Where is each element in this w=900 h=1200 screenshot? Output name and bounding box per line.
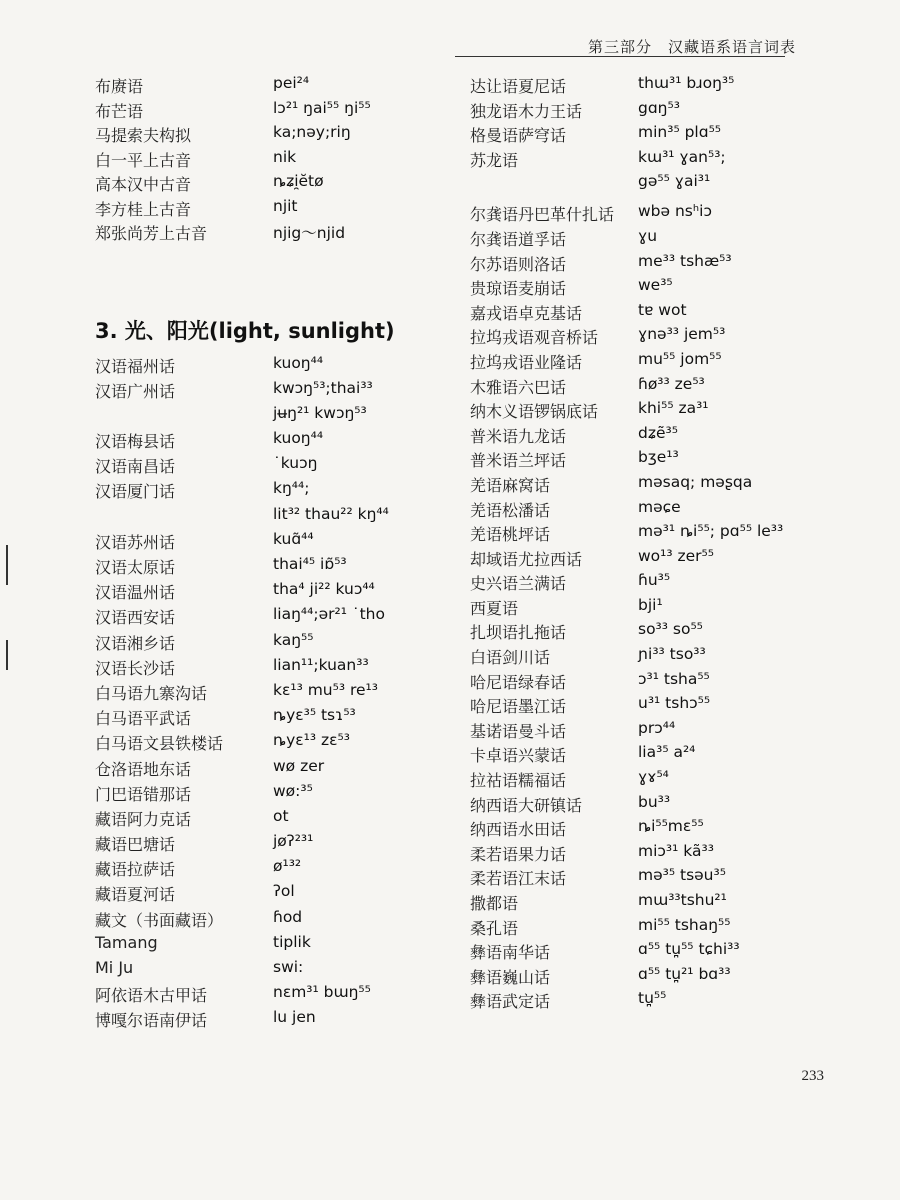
entry-row <box>470 202 830 227</box>
language-name: 汉语广州话 <box>95 381 176 401</box>
word-form: u³¹ tshɔ⁵⁵ <box>638 694 711 713</box>
language-name: 拉坞戎语业隆话 <box>470 352 583 372</box>
language-name: 哈尼语墨江话 <box>470 697 567 717</box>
language-name: 哈尼语绿春话 <box>470 672 567 692</box>
entry-row <box>95 656 435 681</box>
word-form: mu⁵⁵ jom⁵⁵ <box>638 349 722 368</box>
word-form: kuɑ̃⁴⁴ <box>273 529 314 548</box>
language-name: 彝语南华话 <box>470 943 551 963</box>
word-form: gɑŋ⁵³ <box>638 98 680 117</box>
entry-row <box>470 842 830 867</box>
margin-mark <box>6 545 8 585</box>
entry-row <box>95 429 435 454</box>
entry-row <box>470 276 830 301</box>
word-form: khi⁵⁵ za³¹ <box>638 399 709 418</box>
language-name: 白马语文县铁楼话 <box>95 734 224 754</box>
language-name: 独龙语木力王话 <box>470 101 583 121</box>
language-name: 藏语巴塘话 <box>95 835 176 855</box>
entry-row <box>95 631 435 656</box>
entry-row <box>470 498 830 523</box>
entry-row <box>470 694 830 719</box>
word-form: jøʔ²³¹ <box>273 832 314 851</box>
language-name: 白马语平武话 <box>95 709 192 729</box>
word-form: nik <box>273 147 297 166</box>
entry-row <box>95 454 435 479</box>
language-name: 马提索夫构拟 <box>95 126 192 145</box>
language-name: 羌语松潘话 <box>470 500 551 520</box>
entry-row <box>470 325 830 350</box>
entry-row <box>470 301 830 326</box>
word-form: mi⁵⁵ tshaŋ⁵⁵ <box>638 915 731 934</box>
language-name: 纳西语水田话 <box>470 820 567 840</box>
language-name: 汉语南昌话 <box>95 457 176 477</box>
word-form: kuoŋ⁴⁴ <box>273 429 324 448</box>
language-name: 仓洛语地东话 <box>95 759 192 779</box>
entry-row <box>470 448 830 473</box>
word-form: ʔol <box>273 882 295 901</box>
word-form: kɯ³¹ ɣan⁵³; <box>638 147 726 166</box>
entry-row <box>470 547 830 572</box>
entry-row <box>95 983 435 1008</box>
word-form: miɔ³¹ kã³³ <box>638 841 714 860</box>
language-name: 郑张尚芳上古音 <box>95 224 208 243</box>
entry-row <box>470 172 830 202</box>
word-form: njit <box>273 196 298 215</box>
word-form: min³⁵ plɑ⁵⁵ <box>638 123 721 142</box>
entry-row <box>470 891 830 916</box>
word-form: ɦø³³ ze⁵³ <box>638 374 705 393</box>
language-name: 汉语西安话 <box>95 608 176 628</box>
word-form: lu jen <box>273 1008 316 1027</box>
language-name: 白一平上古音 <box>95 150 192 170</box>
word-form: ɑ⁵⁵ tu̪²¹ bɑ³³ <box>638 964 731 983</box>
word-form: ˙kuɔŋ <box>273 454 318 473</box>
word-form: wbə nsʰiɔ <box>638 202 712 221</box>
entry-row <box>95 99 435 124</box>
word-form: məɕe <box>638 497 681 516</box>
language-name: 白马语九寨沟话 <box>95 683 208 703</box>
language-name: 纳西语大研镇话 <box>470 795 583 815</box>
language-name: 尔苏语则洛话 <box>470 254 567 274</box>
entry-row <box>470 399 830 424</box>
word-form: bʒe¹³ <box>638 448 679 467</box>
entry-row <box>470 793 830 818</box>
entry-row <box>470 123 830 148</box>
word-form: ɣɤ⁵⁴ <box>638 768 669 787</box>
entry-row <box>95 74 435 99</box>
language-name: 藏文（书面藏语） <box>95 910 224 930</box>
entry-row <box>470 74 830 99</box>
word-form: ka;nəy;riŋ <box>273 123 351 141</box>
entry-row <box>95 354 435 379</box>
entry-row <box>470 148 830 173</box>
language-name: 汉语湘乡话 <box>95 633 176 653</box>
word-form: swi: <box>273 958 304 976</box>
entry-row <box>95 221 435 246</box>
entry-row <box>95 908 435 933</box>
word-form: kaŋ⁵⁵ <box>273 630 314 649</box>
entry-row <box>470 473 830 498</box>
word-form: ɲi³³ tso³³ <box>638 645 706 664</box>
entry-row <box>470 571 830 596</box>
word-form: tɐ wot <box>638 300 687 319</box>
word-form: ȵyɛ³⁵ tsɿ⁵³ <box>273 706 356 725</box>
word-form: kwɔŋ⁵³;thai³³ <box>273 378 373 397</box>
word-form: ø¹³² <box>273 857 302 876</box>
word-form: ɑ⁵⁵ tu̪⁵⁵ tɕhi³³ <box>638 940 740 959</box>
entry-row <box>470 522 830 547</box>
entry-row <box>95 1008 435 1033</box>
language-name: 桑孔语 <box>470 918 519 938</box>
language-name: 藏语夏河话 <box>95 885 176 905</box>
entry-row <box>470 916 830 941</box>
word-form: mə³⁵ tsəu³⁵ <box>638 866 726 885</box>
language-name: 彝语巍山话 <box>470 967 551 987</box>
word-form: ɦod <box>273 907 303 926</box>
entry-row <box>95 197 435 222</box>
word-form: ɔ³¹ tsha⁵⁵ <box>638 669 710 688</box>
entry-row <box>470 227 830 252</box>
word-form: wo¹³ zer⁵⁵ <box>638 546 714 565</box>
entry-row <box>95 530 435 555</box>
word-form: jʉŋ²¹ kwɔŋ⁵³ <box>273 403 367 422</box>
entry-row <box>470 645 830 670</box>
word-form: lia³⁵ a²⁴ <box>638 743 696 762</box>
language-name: 贵琼语麦崩话 <box>470 279 567 299</box>
left-top-entries <box>95 74 435 246</box>
word-form: tha⁴ ji²² kuɔ⁴⁴ <box>273 580 375 599</box>
running-header: 第三部分 汉藏语系语言词表 <box>587 38 796 56</box>
right-entries <box>470 74 830 1014</box>
language-name: 木雅语六巴话 <box>470 377 567 397</box>
language-name: 博嘎尔语南伊话 <box>95 1011 208 1031</box>
word-form: wø zer <box>273 756 325 775</box>
language-name: 基诺语曼斗话 <box>470 721 567 741</box>
entry-row <box>470 989 830 1014</box>
word-form: lɔ²¹ ŋai⁵⁵ ŋi⁵⁵ <box>273 98 371 117</box>
header-rule <box>455 56 785 57</box>
entry-row <box>470 965 830 990</box>
word-form: nɛm³¹ bɯŋ⁵⁵ <box>273 983 371 1002</box>
language-name: 藏语拉萨话 <box>95 860 176 880</box>
entry-row <box>95 882 435 907</box>
entry-row <box>470 866 830 891</box>
word-form: thai⁴⁵ iɒ̃⁵³ <box>273 555 347 573</box>
word-form: we³⁵ <box>638 276 673 295</box>
language-name: 嘉戎语卓克基话 <box>470 303 583 323</box>
margin-mark <box>6 640 8 670</box>
entry-row <box>95 706 435 731</box>
word-form: mə³¹ ȵi⁵⁵; pɑ⁵⁵ le³³ <box>638 522 784 541</box>
word-form: bu³³ <box>638 792 671 811</box>
entry-row <box>470 596 830 621</box>
word-form: ot <box>273 806 289 825</box>
language-name: 羌语桃坪话 <box>470 525 551 545</box>
language-name: 卡卓语兴蒙话 <box>470 746 567 766</box>
language-name: 尔龚语丹巴革什扎话 <box>470 205 615 225</box>
language-name: 普米语兰坪话 <box>470 451 567 471</box>
entry-row <box>470 620 830 645</box>
language-name: 阿依语木古甲话 <box>95 986 208 1006</box>
entry-row <box>95 757 435 782</box>
entry-row <box>95 782 435 807</box>
word-form: kŋ⁴⁴; <box>273 479 310 498</box>
entry-row <box>95 555 435 580</box>
language-name: 却域语尤拉西话 <box>470 549 583 569</box>
word-form: ȵʑi̯ĕtø <box>273 172 324 190</box>
entry-row <box>470 817 830 842</box>
entry-row <box>95 479 435 504</box>
language-name: 普米语九龙话 <box>470 426 567 446</box>
language-name: 柔若语江末话 <box>470 869 567 889</box>
entry-row <box>470 424 830 449</box>
word-form: tu̪⁵⁵ <box>638 989 667 1008</box>
section-heading: 3. 光、阳光(light, sunlight) <box>95 318 395 343</box>
language-name: 汉语温州话 <box>95 583 176 603</box>
word-form: kɛ¹³ mu⁵³ re¹³ <box>273 680 378 699</box>
word-form: ɦu³⁵ <box>638 571 671 590</box>
entry-row <box>470 350 830 375</box>
word-form: thɯ³¹ bɹoŋ³⁵ <box>638 74 735 92</box>
language-name: 高本汉中古音 <box>95 175 192 194</box>
entry-row <box>95 933 435 958</box>
word-form: prɔ⁴⁴ <box>638 718 676 737</box>
word-form: dʑẽ³⁵ <box>638 423 678 442</box>
word-form: bji¹ <box>638 595 663 614</box>
word-form: lit³² thau²² kŋ⁴⁴ <box>273 504 389 523</box>
entry-row <box>95 123 435 148</box>
entry-row <box>470 99 830 124</box>
language-name: 汉语太原话 <box>95 558 176 577</box>
language-name: 彝语武定话 <box>470 992 551 1012</box>
entry-row <box>95 857 435 882</box>
entry-row <box>95 605 435 630</box>
language-name: 史兴语兰满话 <box>470 574 567 594</box>
language-name: 柔若语果力话 <box>470 844 567 864</box>
entry-row <box>95 404 435 429</box>
word-form: mɯ³³tshu²¹ <box>638 891 727 909</box>
language-name: 汉语长沙话 <box>95 658 176 678</box>
word-form: kuoŋ⁴⁴ <box>273 353 324 372</box>
language-name: 藏语阿力克话 <box>95 809 192 829</box>
entry-row <box>95 731 435 756</box>
word-form: məsaq; məʂqa <box>638 472 753 491</box>
right-column <box>470 74 830 1014</box>
entry-row <box>95 807 435 832</box>
word-form: liaŋ⁴⁴;ər²¹ ˙tho <box>273 605 385 624</box>
left-column <box>95 74 435 1034</box>
entry-row <box>470 940 830 965</box>
entry-row <box>470 252 830 277</box>
entry-row <box>470 670 830 695</box>
entry-row <box>470 719 830 744</box>
word-form: njig～njid <box>273 224 346 242</box>
word-form: ȵyɛ¹³ zɛ⁵³ <box>273 731 350 750</box>
entry-row <box>95 832 435 857</box>
entry-row <box>470 768 830 793</box>
word-form: ɣu <box>638 226 658 245</box>
language-name: 苏龙语 <box>470 150 519 170</box>
word-form: ȵi⁵⁵mɛ⁵⁵ <box>638 817 704 836</box>
entry-row <box>95 505 435 530</box>
entry-row <box>95 958 435 983</box>
language-name: 门巴语错那话 <box>95 784 192 804</box>
entry-row <box>470 743 830 768</box>
entry-row <box>95 379 435 404</box>
language-name: 李方桂上古音 <box>95 199 192 219</box>
entry-row <box>95 580 435 605</box>
page-number: 233 <box>801 1068 824 1084</box>
word-form: ɣnə³³ jem⁵³ <box>638 325 726 344</box>
language-name: 拉坞戎语观音桥话 <box>470 328 599 348</box>
language-name: 白语剑川话 <box>470 648 551 668</box>
language-name: 拉祜语糯福话 <box>470 771 567 791</box>
entry-row <box>470 375 830 400</box>
word-form: me³³ tshæ⁵³ <box>638 251 732 270</box>
word-form: wø:³⁵ <box>273 781 313 800</box>
language-name: Mi Ju <box>95 958 134 977</box>
language-name: 格曼语萨穹话 <box>470 126 567 146</box>
entry-row <box>95 148 435 173</box>
language-name: 扎坝语扎拖话 <box>470 623 567 643</box>
language-name: 汉语梅县话 <box>95 432 176 452</box>
language-name: 汉语苏州话 <box>95 532 176 552</box>
language-name: Tamang <box>95 932 158 952</box>
left-bottom-entries <box>95 354 435 1034</box>
language-name: 羌语麻窝话 <box>470 475 551 495</box>
language-name: 撒都语 <box>470 894 519 913</box>
word-form: lian¹¹;kuan³³ <box>273 655 369 674</box>
word-form: pei²⁴ <box>273 74 310 92</box>
word-form: tiplik <box>273 932 311 951</box>
entry-row <box>95 681 435 706</box>
language-name: 纳木义语锣锅底话 <box>470 402 599 422</box>
language-name: 汉语福州话 <box>95 356 176 376</box>
language-name: 汉语厦门话 <box>95 482 176 502</box>
language-name: 达让语夏尼话 <box>470 77 567 96</box>
word-form: gə⁵⁵ ɣai³¹ <box>638 172 711 191</box>
language-name: 布芒语 <box>95 101 144 121</box>
language-name: 西夏语 <box>470 598 519 618</box>
language-name: 尔龚语道孚话 <box>470 229 567 249</box>
word-form: so³³ so⁵⁵ <box>638 620 703 639</box>
language-name: 布赓语 <box>95 77 144 96</box>
entry-row <box>95 172 435 197</box>
